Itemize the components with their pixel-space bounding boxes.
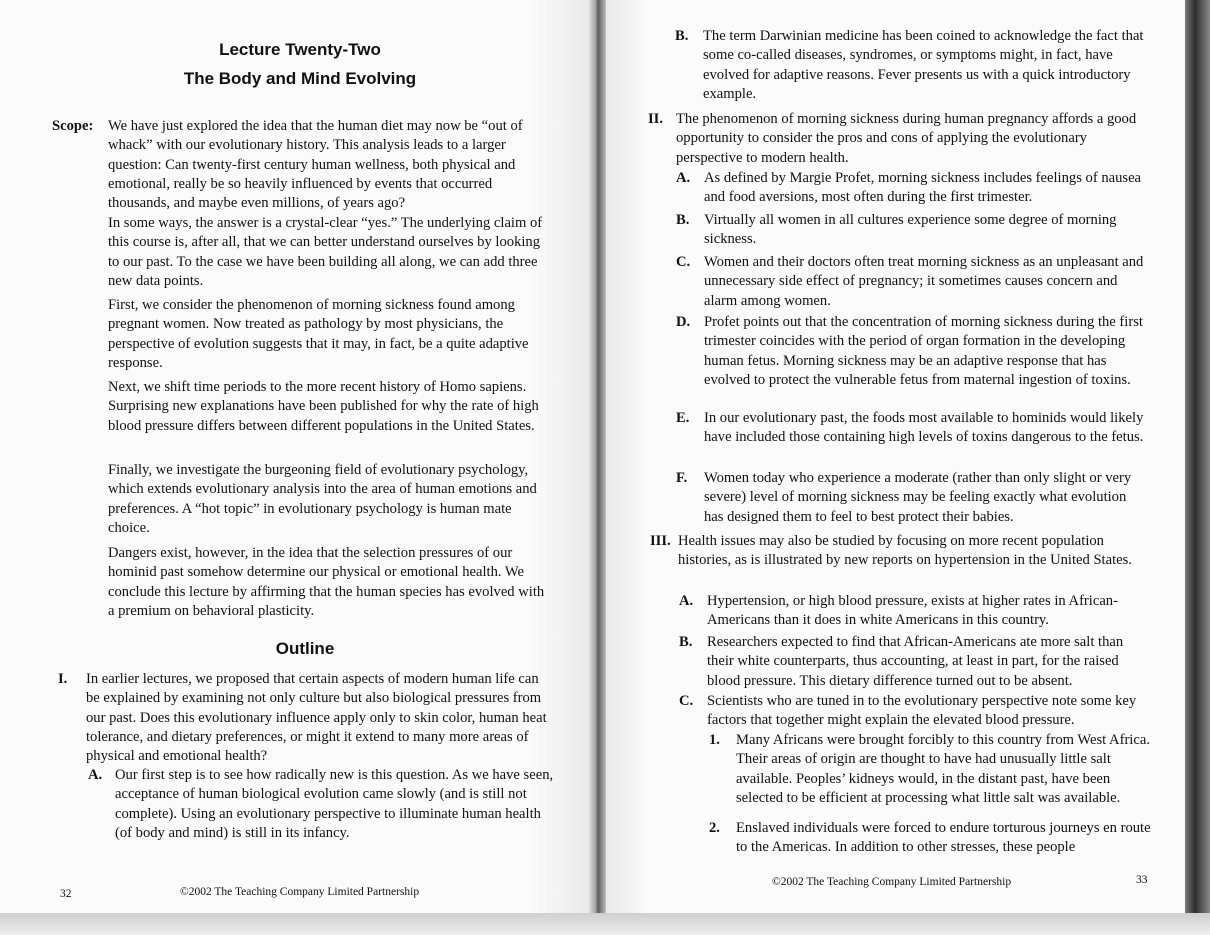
item-II-F-text: Women today who experience a moderate (rather than only slight or very severe) level of morning sickness may be feeling exactly what evolution has designed them to feel to best protect their babies. [704,470,1132,525]
outline-item-I-text: In earlier lectures, we proposed that certain aspects of modern human life can be explained by examining not only culture but also biological pressures from our past. Does this evolutionary influence apply only to skin color, human heat tolerance, and dietary preferences, or might it extend to many more areas of physical and emotional health? [86,671,547,765]
outline-item-I-label: I. [58,671,68,687]
item-II-B-label: B. [676,212,690,228]
scope-paragraph-2: In some ways, the answer is a crystal-clear “yes.” The underlying claim of this course is, after all, that we can better understand ourselves by looking to our past. To the case we have been building all along, we can add three new data points. [108,215,543,289]
outline-item-IA-label: A. [88,767,103,783]
outline-item-IB-label: B. [675,28,689,44]
item-II-E-label: E. [676,410,690,426]
item-II-B-text: Virtually all women in all cultures experience some degree of morning sickness. [704,212,1117,248]
outline-item-II-label: II. [648,111,664,127]
page-number-right: 33 [1136,874,1148,886]
scope-paragraph-6: Dangers exist, however, in the idea that the selection pressures of our hominid past somehow determine our physical or emotional health. We conclude this lecture by affirming that the human species has evolved with a premium on behavioral plasticity. [108,545,545,619]
item-III-C-label: C. [679,693,694,709]
left-page [0,0,592,915]
book-gutter [588,0,606,935]
item-II-A-label: A. [676,170,691,186]
scope-label: Scope: [52,118,94,134]
item-II-C-label: C. [676,254,691,270]
item-III-C-1-label: 1. [709,732,720,748]
item-III-C-text: Scientists who are tuned in to the evolutionary perspective note some key factors that together might explain the elevated blood pressure. [707,693,1137,729]
outline-item-IB-text: The term Darwinian medicine has been coined to acknowledge the fact that some co-called diseases, syndromes, or symptoms might, in fact, have evolved for adaptive reasons. Fever presents us with a quick introductory example. [703,28,1144,102]
scan-bottom-edge [0,913,1210,935]
outline-item-III-label: III. [650,533,671,549]
item-II-A-text: As defined by Margie Profet, morning sickness includes feelings of nausea and food aversions, most often during the first trimester. [704,170,1142,206]
item-III-A-text: Hypertension, or high blood pressure, exists at higher rates in African-Americans than it does in white Americans in this country. [707,593,1118,629]
item-III-C-2-text: Enslaved individuals were forced to endure torturous journeys en route to the Americas. In addition to other stresses, these people [736,820,1151,856]
scope-paragraph-3: First, we consider the phenomenon of morning sickness found among pregnant women. Now treated as pathology by most physicians, the perspective of evolution suggests that it may, in fact, be a quite adaptive response. [108,297,529,371]
outline-item-II-text: The phenomenon of morning sickness during human pregnancy affords a good opportunity to consider the pros and cons of applying the evolutionary perspective to modern health. [676,111,1137,166]
item-II-E-text: In our evolutionary past, the foods most available to hominids would likely have included those containing high levels of toxins dangerous to the fetus. [704,410,1144,446]
outline-item-III-text: Health issues may also be studied by focusing on more recent population histories, as is illustrated by new reports on hypertension in the United States. [678,533,1132,569]
outline-heading: Outline [275,639,335,658]
item-III-B-label: B. [679,634,693,650]
scope-paragraph-4: Next, we shift time periods to the more recent history of Homo sapiens. Surprising new explanations have been published for why the rate of high blood pressure differs between different populations in the United States. [108,379,539,434]
lecture-subtitle: The Body and Mind Evolving [183,69,417,88]
page-number-left: 32 [60,888,72,900]
footer-left: ©2002 The Teaching Company Limited Partnership [180,886,420,898]
footer-right: ©2002 The Teaching Company Limited Partnership [772,876,1012,888]
item-III-C-1-text: Many Africans were brought forcibly to this country from West Africa. Their areas of origin are thought to have had unusually little salt available. Peoples’ kidneys would, in the distant past, have been selected to be efficient at processing what little salt was available. [736,732,1150,806]
scope-paragraph-1: We have just explored the idea that the human diet may now be “out of whack” with our evolutionary history. This analysis leads to a larger question: Can twenty-first century human wellness, both physical and emotional, really be so heavily influenced by events that occurred thousands, and maybe even millions, of years ago? [108,118,523,212]
scope-paragraph-5: Finally, we investigate the burgeoning field of evolutionary psychology, which extends evolutionary analysis into the area of human emotions and preferences. A “hot topic” in evolutionary psychology is human mate choice. [108,462,537,536]
right-page [602,0,1185,915]
scan-edge [1185,0,1210,935]
item-II-C-text: Women and their doctors often treat morning sickness as an unpleasant and unnecessary side effect of pregnancy; it sometimes causes concern and alarm among women. [704,254,1144,309]
item-II-F-label: F. [676,470,688,486]
item-II-D-text: Profet points out that the concentration of morning sickness during the first trimester coincides with the period of organ formation in the developing human fetus. Morning sickness may be an adaptive response that has evolved to protect the vulnerable fetus from maternal ingestion of toxins. [704,314,1143,388]
item-III-B-text: Researchers expected to find that African-Americans ate more salt than their white counterparts, thus accounting, at least in part, for the raised blood pressure. This dietary difference turned out to be absent. [707,634,1124,689]
lecture-title: Lecture Twenty-Two [219,40,381,59]
item-III-C-2-label: 2. [709,820,720,836]
item-III-A-label: A. [679,593,694,609]
outline-item-IA-text: Our first step is to see how radically new is this question. As we have seen, acceptance of human biological evolution came slowly (and is still not complete). Using an evolutionary perspective to illuminate human health (of body and mind) is still in its infancy. [115,767,554,841]
item-II-D-label: D. [676,314,691,330]
